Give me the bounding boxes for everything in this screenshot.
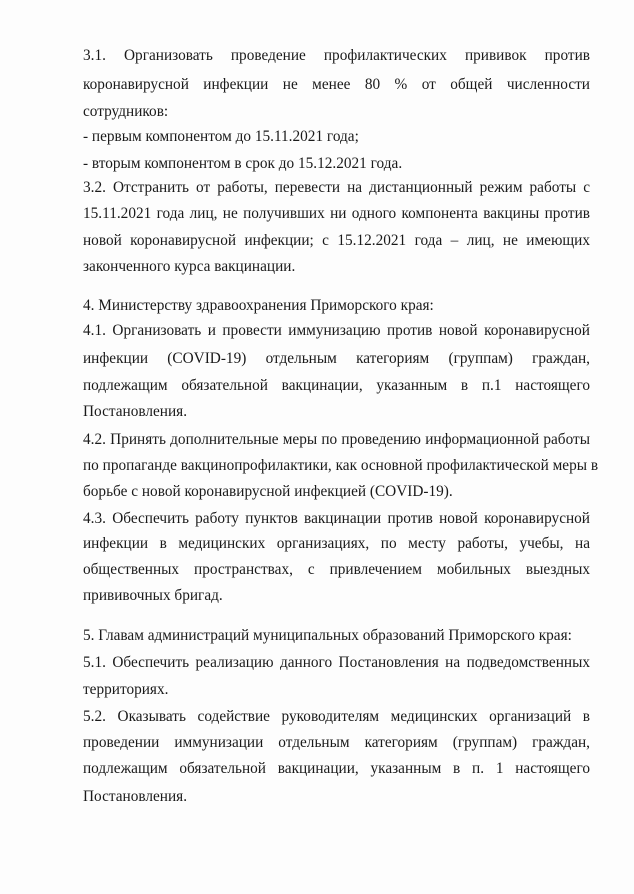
text-line: 3.1. Организовать проведение профилактических прививок против (83, 47, 590, 64)
text-line: - вторым компонентом в срок до 15.12.2021 года. (83, 155, 403, 172)
text-line: подлежащим обязательной вакцинации, указанным в п. 1 настоящего (83, 760, 590, 777)
text-line: 4.1. Организовать и провести иммунизацию против новой коронавирусной (83, 322, 590, 339)
text-line: общественных пространствах, с привлечением мобильных выездных (83, 561, 590, 578)
text-line: Постановления. (83, 403, 188, 420)
text-line: 5.1. Обеспечить реализацию данного Постановления на подведомственных (83, 654, 590, 671)
text-line: 4.3. Обеспечить работу пунктов вакцинации против новой коронавирусной (83, 510, 590, 527)
text-line: коронавирусной инфекции не менее 80 % от общей численности (83, 76, 590, 93)
text-line: законченного курса вакцинации. (83, 258, 296, 275)
text-line: 4. Министерству здравоохранения Приморского края: (83, 297, 434, 314)
text-line: территориях. (83, 681, 169, 698)
text-line: инфекции (COVID-19) отдельным категориям (группам) граждан, (83, 350, 590, 367)
text-line: Постановления. (83, 788, 188, 805)
text-line: по пропаганде вакцинопрофилактики, как основной профилактической меры в (83, 457, 599, 474)
text-line: подлежащим обязательной вакцинации, указанным в п.1 настоящего (83, 377, 590, 394)
text-line: инфекции в медицинских организациях, по месту работы, учебы, на (83, 535, 590, 552)
text-line: прививочных бригад. (83, 587, 223, 604)
text-line: новой коронавирусной инфекции; с 15.12.2021 года – лиц, не имеющих (83, 232, 590, 249)
text-line: - первым компонентом до 15.11.2021 года; (83, 128, 359, 145)
text-line: сотрудников: (83, 103, 169, 120)
text-line: 4.2. Принять дополнительные меры по проведению информационной работы (83, 431, 590, 448)
text-line: 5. Главам администраций муниципальных образований Приморского края: (83, 627, 572, 644)
text-line: 5.2. Оказывать содействие руководителям медицинских организаций в (83, 708, 590, 725)
text-line: 3.2. Отстранить от работы, перевести на дистанционный режим работы с (83, 179, 590, 196)
text-line: 15.11.2021 года лиц, не получивших ни одного компонента вакцины против (83, 205, 590, 222)
text-line: проведении иммунизации отдельным категориям (группам) граждан, (83, 734, 590, 751)
text-line: борьбе с новой коронавирусной инфекцией (COVID-19). (83, 483, 453, 500)
